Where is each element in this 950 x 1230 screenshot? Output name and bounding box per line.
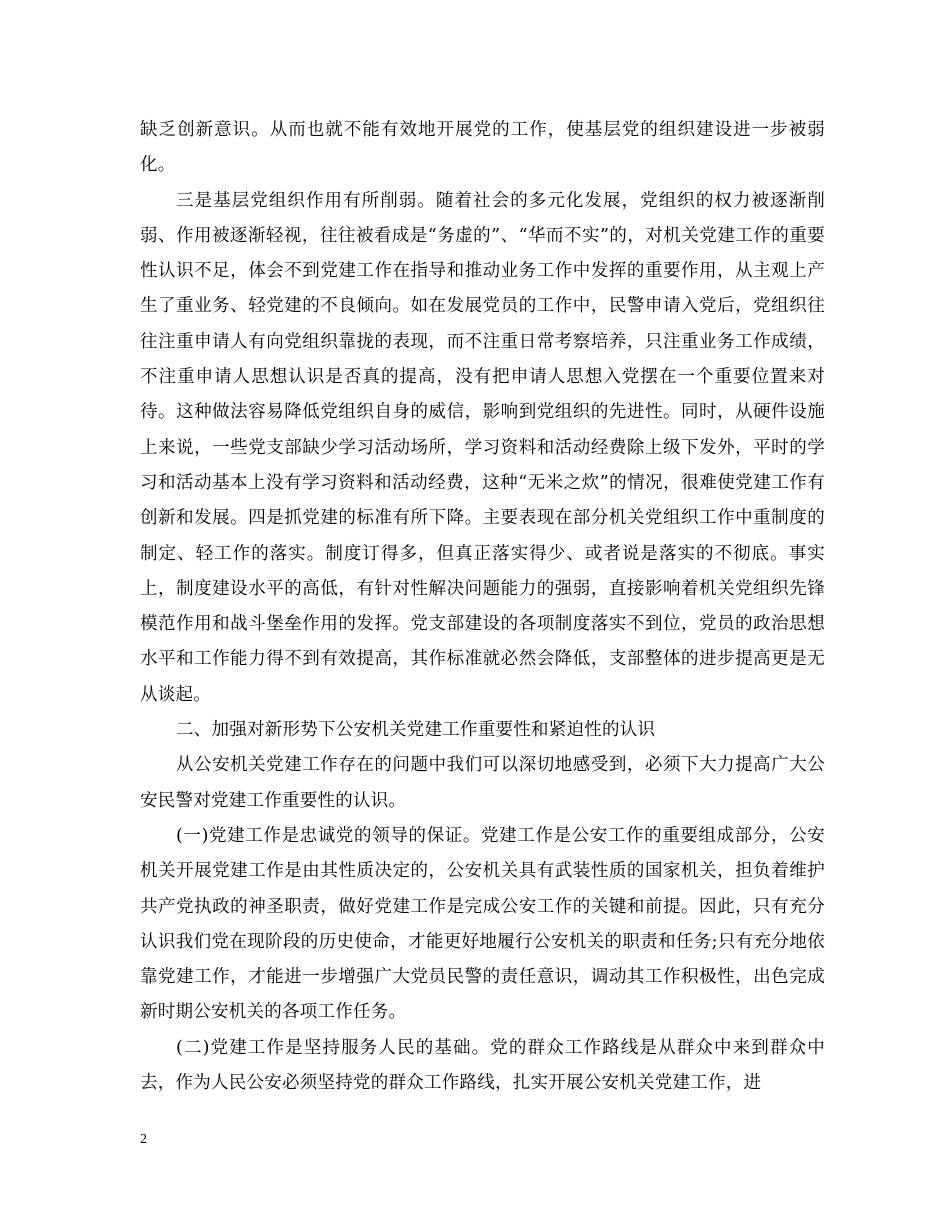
document-body [140,113,825,1101]
paragraph-5: (二)党建工作是坚持服务人民的基础。党的群众工作路线是从群众中来到群众中去，作为人民公安必须坚持党的群众工作路线，扎实开展公安机关党建工作，进 [140,1037,825,1094]
paragraph-3: 从公安机关党建工作存在的问题中我们可以深切地感受到，必须下大力提高广大公安民警对党建工作重要性的认识。 [140,755,825,811]
section-heading: 二、加强对新形势下公安机关党建工作重要性和紧迫性的认识 [176,720,656,741]
page-number: 2 [140,1132,147,1147]
paragraph-4: (一)党建工作是忠诚党的领导的保证。党建工作是公安工作的重要组成部分，公安机关开展党建工作是由其性质决定的，公安机关具有武装性质的国家机关，担负着维护共产党执政的神圣职责，做好党建工作是完成公安工作的关键和前提。因此，只有充分认识我们党在现阶段的历史使命，才能更好地履行公安机关的职责和任务;只有充分地依靠党建工作，才能进一步增强广大党员民警的责任意识，调动其工作积极性，出色完成新时期公安机关的各项工作任务。 [140,825,825,1023]
paragraph-2: 三是基层党组织作用有所削弱。随着社会的多元化发展，党组织的权力被逐渐削弱、作用被逐渐轻视，往往被看成是“务虚的”、“华而不实”的，对机关党建工作的重要性认识不足，体会不到党建工作在指导和推动业务工作中发挥的重要作用，从主观上产生了重业务、轻党建的不良倾向。如在发展党员的工作中，民警申请入党后，党组织往往注重申请人有向党组织靠拢的表现，而不注重日常考察培养，只注重业务工作成绩，不注重申请人思想认识是否真的提高，没有把申请人思想入党摆在一个重要位置来对待。这种做法容易降低党组织自身的威信，影响到党组织的先进性。同时，从硬件设施上来说，一些党支部缺少学习活动场所，学习资料和活动经费除上级下发外，平时的学习和活动基本上没有学习资料和活动经费，这种“无米之炊”的情况，很难使党建工作有创新和发展。四是抓党建的标准有所下降。主要表现在部分机关党组织工作中重制度的制定、轻工作的落实。制度订得多，但真正落实得少、或者说是落实的不彻底。事实上，制度建设水平的高低，有针对性解决问题能力的强弱，直接影响着机关党组织先锋模范作用和战斗堡垒作用的发挥。党支部建设的各项制度落实不到位，党员的政治思想水平和工作能力得不到有效提高，其作标准就必然会降低，支部整体的进步提高更是无从谈起。 [140,190,825,705]
paragraph-1: 缺乏创新意识。从而也就不能有效地开展党的工作，使基层党的组织建设进一步被弱化。 [140,120,825,176]
